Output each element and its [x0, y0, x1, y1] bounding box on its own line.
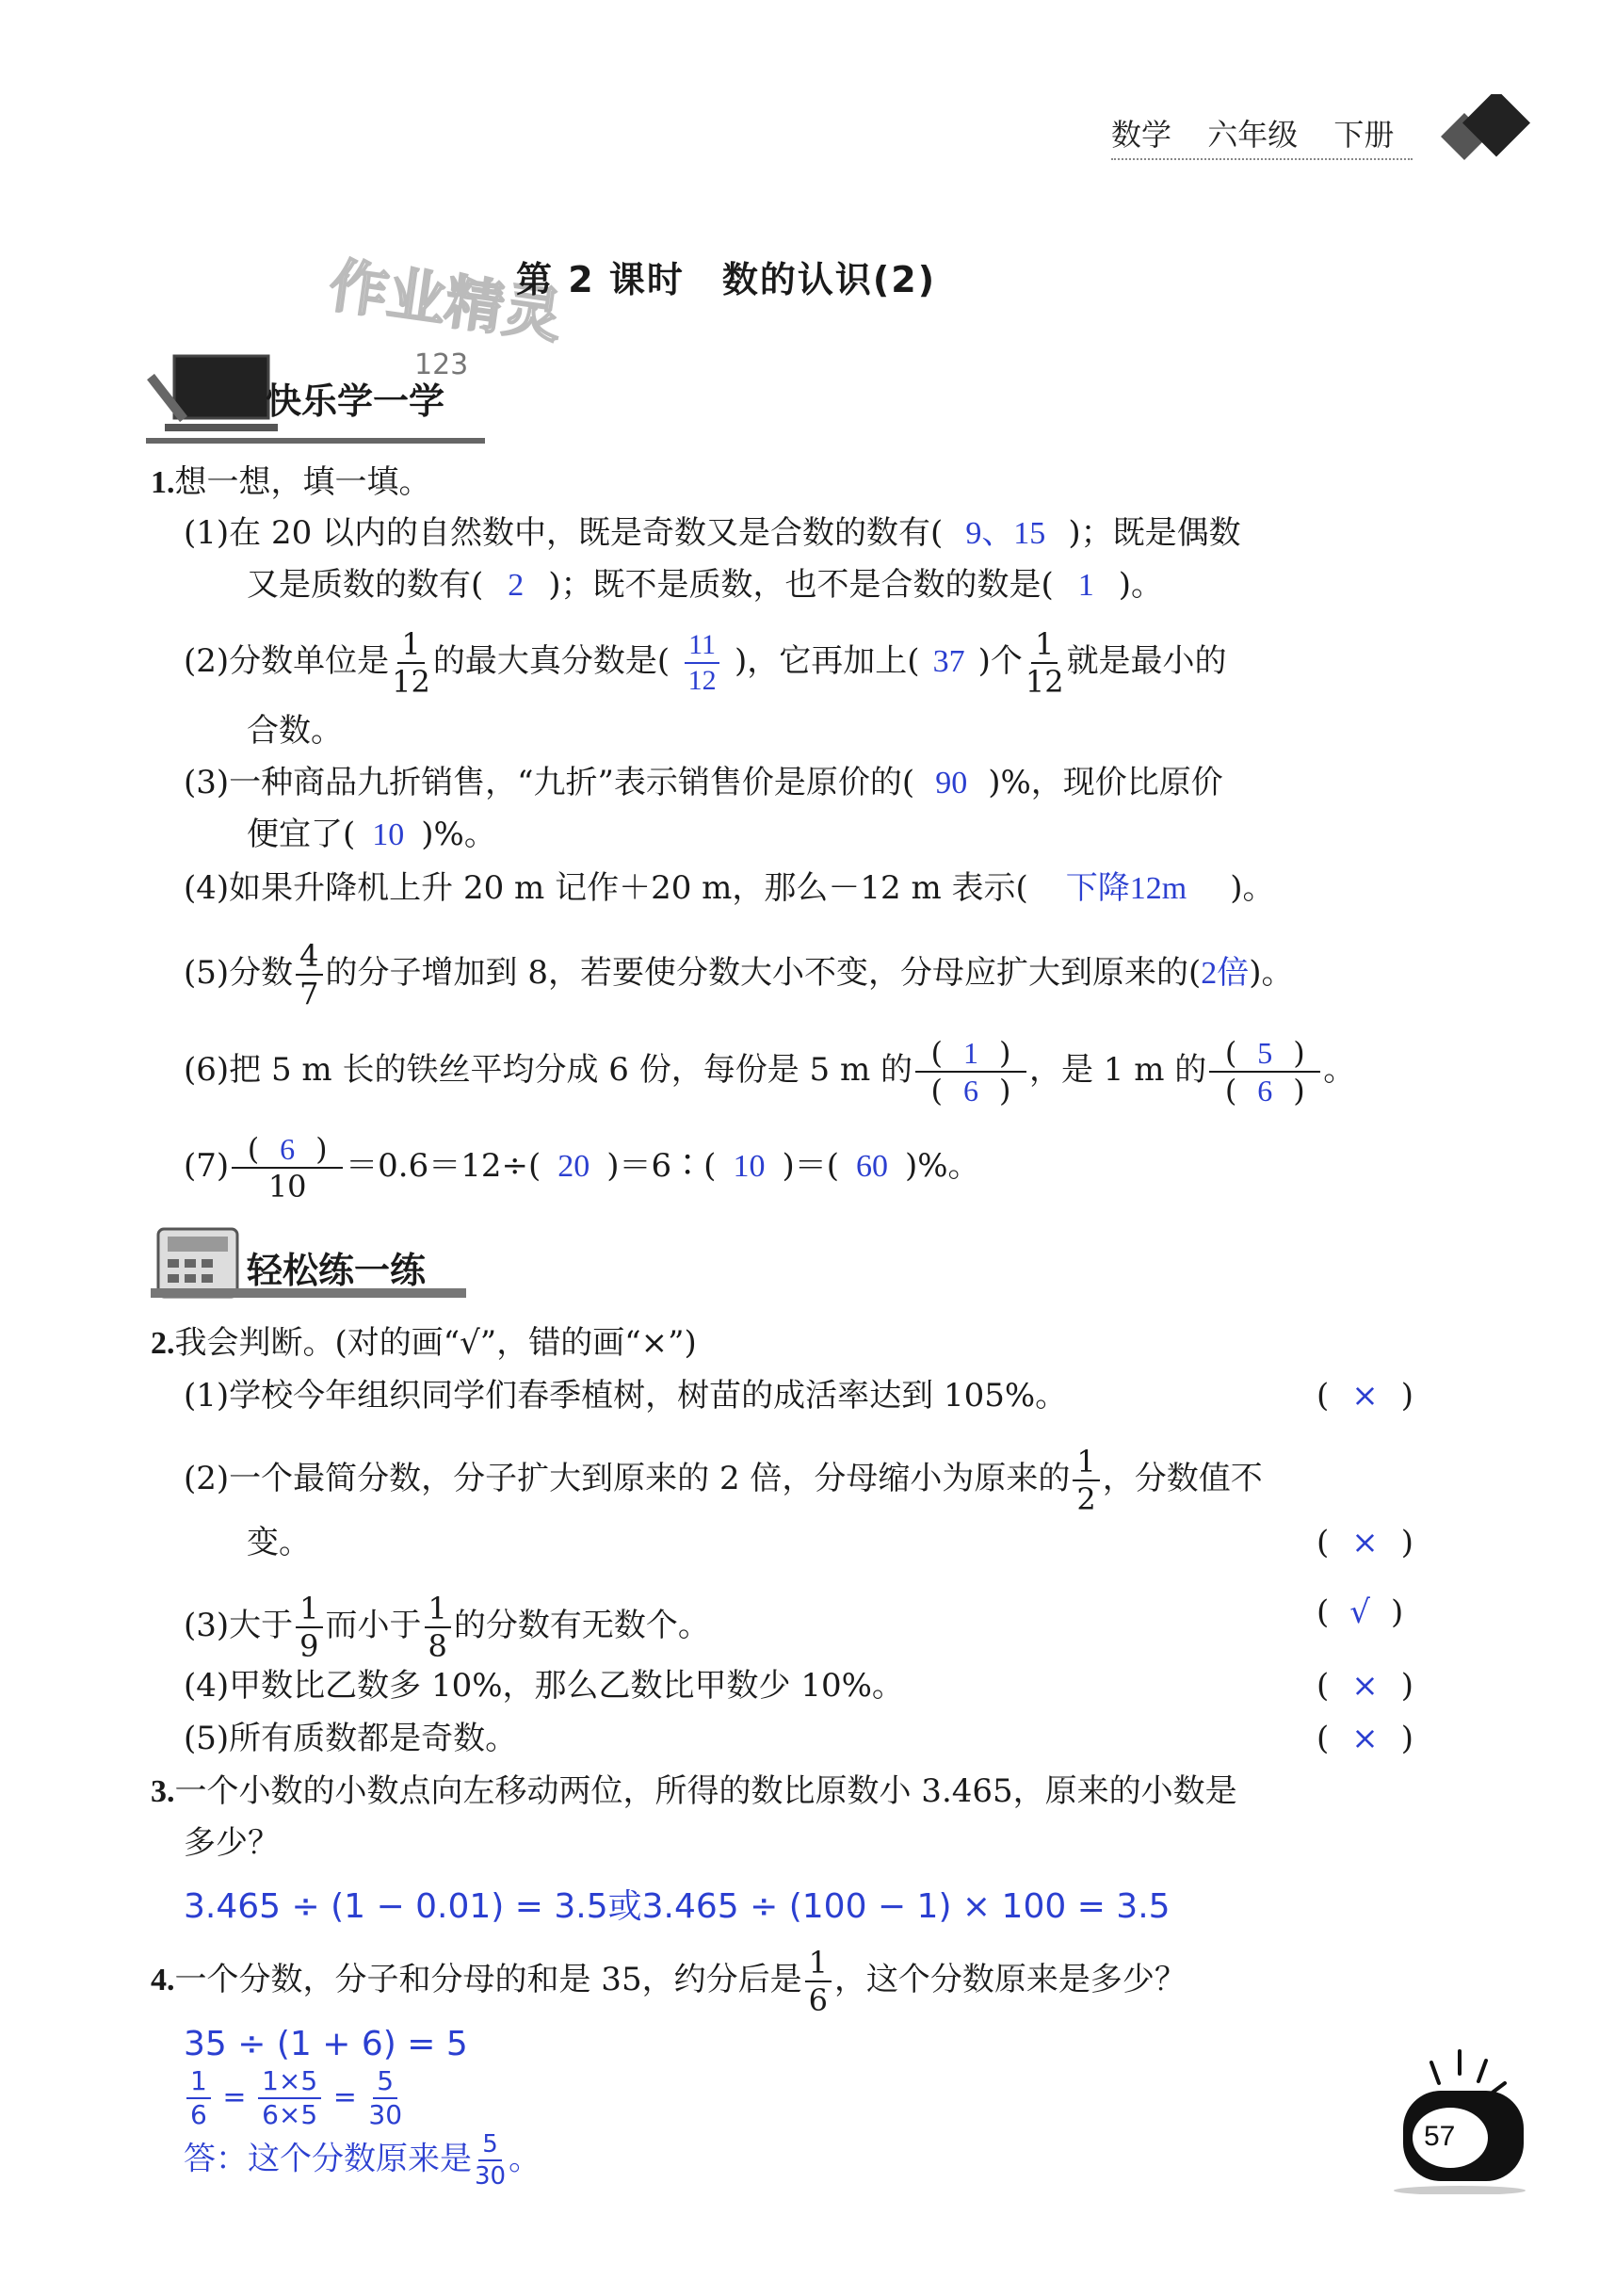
q1-6-answer-fraction-1: $\frac{( 1 )}{( 6 )}$ — [915, 1038, 1026, 1106]
q1-6-answer-d1: 6 — [963, 1074, 978, 1108]
section1-deco-digits: 123 — [414, 348, 469, 381]
frac-numerator: 5 — [478, 2132, 502, 2161]
q1-1-line-b — [247, 566, 1163, 605]
q4-answer-line-2 — [184, 2065, 405, 2130]
frac-denominator: 6×5 — [262, 2099, 318, 2130]
q2-item-4-mark: × — [1351, 1667, 1379, 1705]
q4-answer-text: 答：这个分数原来是 — [184, 2140, 472, 2178]
q1-3-text: (3)一种商品九折销售，“九折”表示销售价是原价的( — [184, 764, 915, 801]
frac-denominator: 12 — [687, 665, 717, 696]
q1-3-text-d: )%。 — [421, 816, 496, 853]
q1-7-text-c: )＝6∶( — [606, 1147, 717, 1185]
q2-item-2-text: (2)一个最简分数，分子扩大到原来的 2 倍，分母缩小为原来的 — [184, 1460, 1071, 1497]
frac-numerator: 1 — [1073, 1447, 1099, 1481]
q2-item-2-line-a — [184, 1444, 1263, 1517]
q4-line2-fraction-1 — [186, 2065, 211, 2130]
q2-item-5-judgment — [1316, 1720, 1413, 1757]
q2-stem — [151, 1324, 697, 1363]
q2-item-3-fraction-1 — [296, 1591, 322, 1664]
q2-item-3-mark: √ — [1349, 1593, 1370, 1631]
q2-item-3-fraction-2 — [425, 1591, 451, 1664]
q1-7-fraction: $\frac{( 6 )}{10}$ — [232, 1134, 343, 1202]
frac-denominator: 6 — [808, 1982, 828, 2018]
frac-denominator: 8 — [428, 1628, 447, 1664]
q2-stem-text: 我会判断。(对的画“√”，错的画“×”) — [174, 1324, 697, 1362]
q1-3-text-b: )%，现价比原价 — [988, 764, 1223, 801]
q1-7-text-d: )＝( — [782, 1147, 839, 1185]
q2-number: 2. — [151, 1326, 175, 1361]
q1-7-line — [184, 1131, 980, 1205]
header-subject-text: 数学 — [1111, 117, 1172, 153]
q3-number: 3. — [151, 1774, 175, 1809]
q1-6-answer-n2: 5 — [1257, 1036, 1273, 1070]
q1-2-text-d: )个 — [977, 642, 1023, 680]
q1-5-text: (5)分数 — [184, 954, 294, 992]
q1-3-line-b — [247, 816, 496, 854]
frac-numerator: 4 — [296, 941, 322, 976]
q1-2-text: (2)分数单位是 — [184, 642, 390, 680]
q1-1-line-a — [184, 514, 1241, 553]
q1-6-answer-fraction-2: $\frac{( 5 )}{( 6 )}$ — [1209, 1038, 1320, 1106]
q1-1b-text: 又是质数的数有( — [247, 566, 484, 604]
q1-7-answer-1: 20 — [557, 1149, 590, 1184]
q1-5-fraction — [296, 938, 322, 1011]
paren-open: ( — [1316, 1377, 1330, 1415]
q1-4-text-b: )。 — [1230, 869, 1275, 907]
equals-sign: = — [332, 2080, 357, 2114]
header-diamond-icon — [1436, 94, 1549, 170]
paren-open: ( — [1316, 1667, 1330, 1705]
q1-5-text-c: )。 — [1249, 954, 1294, 992]
frac-denominator: 12 — [1025, 664, 1064, 700]
header-volume-text: 下册 — [1333, 117, 1395, 153]
q1-4-line — [184, 869, 1275, 908]
q1-1b-end: )。 — [1118, 566, 1164, 604]
q1-1-answer-a: 9、15 — [965, 516, 1046, 551]
frac-numerator: 1 — [397, 629, 424, 664]
q1-2-unit-fraction-2 — [1025, 626, 1064, 700]
q1-3-text-c: 便宜了( — [247, 816, 356, 853]
q4-number: 4. — [151, 1963, 175, 1997]
q2-item-4-judgment — [1316, 1667, 1413, 1705]
q2-item-3 — [184, 1591, 710, 1664]
q1-5-line — [184, 938, 1294, 1011]
frac-numerator: 1 — [425, 1593, 451, 1628]
q1-7-answer-numerator: 6 — [280, 1132, 296, 1166]
q1-7-text-b: ＝0.6＝12÷( — [346, 1147, 541, 1185]
q1-3-answer-a: 90 — [935, 766, 968, 800]
frac-denominator: 12 — [392, 664, 430, 700]
q2-item-1-judgment — [1316, 1377, 1413, 1415]
q2-item-4: (4)甲数比乙数多 10%，那么乙数比甲数少 10%。 — [184, 1667, 904, 1705]
frac-numerator: 1 — [1031, 629, 1058, 664]
q1-7-text: (7) — [184, 1147, 230, 1185]
q2-item-2-fraction — [1073, 1444, 1099, 1517]
q1-6-text-c: 。 — [1323, 1051, 1356, 1089]
lesson-title: 第 2 课时 数的认识(2) — [516, 259, 937, 300]
page-number-tv-icon — [1384, 2025, 1535, 2194]
paren-close: ) — [1400, 1377, 1414, 1415]
q1-1-answer-c: 1 — [1077, 568, 1094, 603]
q1-6-answer-d2: 6 — [1257, 1074, 1273, 1108]
q1-6-text: (6)把 5 m 长的铁丝平均分成 6 份，每份是 5 m 的 — [184, 1051, 913, 1089]
q1-2-text-c: )，它再加上( — [735, 642, 920, 680]
q1-number: 1. — [151, 465, 175, 500]
q1-6-line — [184, 1035, 1356, 1108]
q1-1-answer-b: 2 — [508, 568, 525, 603]
q1-1-text-end: )；既是偶数 — [1068, 514, 1241, 552]
section1-title: 快乐学一学 — [266, 380, 445, 422]
frac-numerator: 5 — [373, 2068, 397, 2099]
q1-7-text-e: )%。 — [904, 1147, 980, 1185]
frac-denominator: 7 — [299, 976, 319, 1011]
paren-open: ( — [1316, 1524, 1330, 1561]
q1-2-text-b: 的最大真分数是( — [432, 642, 670, 680]
q1-6-text-b: ，是 1 m 的 — [1029, 1051, 1207, 1089]
frac-denominator: 30 — [475, 2162, 507, 2191]
q2-item-3-text-c: 的分数有无数个。 — [453, 1607, 710, 1644]
equals-sign: = — [222, 2080, 247, 2114]
header-rule — [1111, 158, 1413, 160]
q1-2-unit-fraction — [392, 626, 430, 700]
frac-numerator: 1 — [186, 2068, 211, 2099]
q1-6-answer-n1: 1 — [963, 1036, 978, 1070]
header-grade-text: 六年级 — [1207, 117, 1299, 153]
q1-5-text-b: 的分子增加到 8，若要使分数大小不变，分母应扩大到原来的( — [325, 954, 1202, 992]
frac-denominator: 6 — [190, 2099, 207, 2130]
q4-stem-text-b: ，这个分数原来是多少？ — [833, 1961, 1187, 1998]
q1-7-answer-2: 10 — [733, 1149, 766, 1184]
q2-item-2-judgment — [1316, 1524, 1413, 1561]
q1-stem-text: 想一想，填一填。 — [174, 463, 431, 501]
section2-title: 轻松练一练 — [247, 1250, 427, 1291]
q1-2-line-b: 合数。 — [247, 712, 343, 750]
q1-7-answer-3: 60 — [855, 1149, 888, 1184]
q4-answer-line-3 — [184, 2132, 541, 2189]
blackboard-icon — [146, 348, 278, 443]
q4-stem — [151, 1945, 1187, 2018]
q1-5-answer: 2倍 — [1201, 956, 1250, 991]
q2-item-2-line-b: 变。 — [247, 1524, 311, 1561]
paren-close: ) — [1400, 1667, 1414, 1705]
q4-stem-text: 一个分数，分子和分母的和是 35，约分后是 — [174, 1961, 802, 1998]
paren-close: ) — [1400, 1524, 1414, 1561]
q2-item-1-mark: × — [1351, 1377, 1379, 1415]
section1-underline — [146, 438, 485, 444]
q2-item-3-judgment — [1316, 1593, 1403, 1631]
frac-numerator: 1 — [805, 1948, 832, 1982]
frac-denominator: 30 — [368, 2099, 403, 2130]
q2-item-5-mark: × — [1351, 1720, 1379, 1757]
q1-2-answer-fraction — [685, 631, 719, 695]
paren-close: ) — [1400, 1720, 1414, 1757]
paren-close: ) — [1390, 1593, 1404, 1631]
frac-numerator: 1×5 — [258, 2068, 321, 2099]
q1-4-answer: 下降12m — [1065, 871, 1187, 906]
q4-line2-fraction-3 — [368, 2065, 403, 2130]
q4-answer-fraction — [475, 2132, 506, 2189]
q3-answer: 3.465 ÷ (1 − 0.01) = 3.5或3.465 ÷ (100 − 1) × 100 = 3.5 — [184, 1887, 1171, 1926]
paren-open: ( — [1316, 1593, 1330, 1631]
q1-2-text-e: 就是最小的 — [1066, 642, 1227, 680]
header-subject — [1111, 111, 1394, 154]
q3-stem-a — [151, 1772, 1237, 1811]
q1-2-answer-count: 37 — [932, 644, 965, 679]
watermark: 作业精灵 — [325, 251, 567, 351]
q2-item-3-text-b: 而小于 — [325, 1607, 422, 1644]
q2-item-3-text: (3)大于 — [184, 1607, 294, 1644]
q1-2-line-a — [184, 626, 1227, 700]
q2-item-2-text-b: ，分数值不 — [1102, 1460, 1263, 1497]
q2-item-1: (1)学校今年组织同学们春季植树，树苗的成活率达到 105%。 — [184, 1377, 1068, 1415]
q1-stem — [151, 463, 431, 502]
q4-line2-fraction-2 — [258, 2065, 321, 2130]
frac-denominator: 10 — [267, 1169, 307, 1205]
paren-open: ( — [1316, 1720, 1330, 1757]
q2-item-2-mark: × — [1351, 1524, 1379, 1561]
frac-numerator: 1 — [296, 1593, 322, 1628]
frac-denominator: 9 — [299, 1628, 319, 1664]
frac-numerator: 11 — [685, 631, 719, 664]
q1-3-line-a — [184, 764, 1223, 802]
q1-3-answer-b: 10 — [372, 817, 405, 852]
q1-4-text: (4)如果升降机上升 20 m 记作＋20 m，那么－12 m 表示( — [184, 869, 1028, 907]
frac-denominator: 2 — [1076, 1481, 1096, 1517]
page-number: 57 — [1424, 2121, 1456, 2152]
q3-stem-b: 多少？ — [184, 1824, 280, 1862]
q4-answer-end: 。 — [509, 2140, 541, 2178]
q1-1-text: (1)在 20 以内的自然数中，既是奇数又是合数的数有( — [184, 514, 944, 552]
q3-stem-text: 一个小数的小数点向左移动两位，所得的数比原数小 3.465，原来的小数是 — [174, 1772, 1237, 1810]
q4-answer-line-1: 35 ÷ (1 + 6) = 5 — [184, 2025, 468, 2063]
q1-1b-mid: )；既不是质数，也不是合数的数是( — [548, 566, 1054, 604]
q2-item-5: (5)所有质数都是奇数。 — [184, 1720, 518, 1757]
q4-stem-fraction — [805, 1945, 832, 2018]
